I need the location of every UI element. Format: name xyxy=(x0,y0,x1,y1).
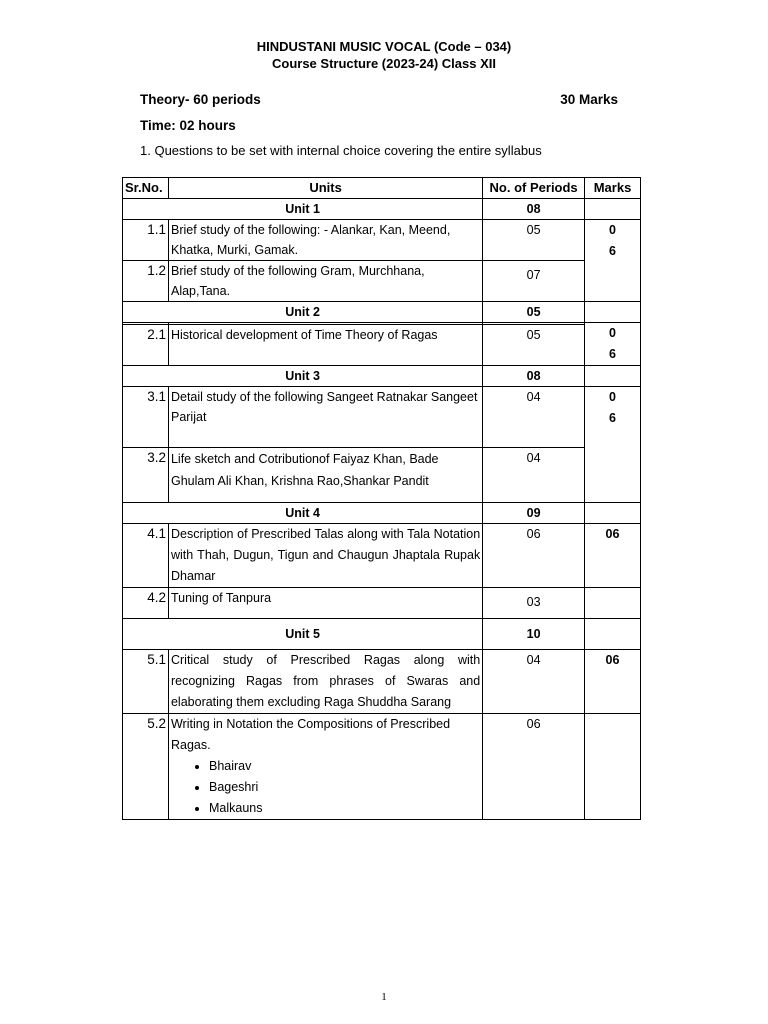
empty-cell xyxy=(585,366,641,387)
unit-row xyxy=(123,619,641,650)
unit-marks xyxy=(585,387,641,503)
marks-part: 6 xyxy=(609,347,616,361)
header-srno: Sr.No. xyxy=(123,178,169,199)
topic-periods: 04 xyxy=(483,387,585,448)
unit-label: Unit 4 xyxy=(123,503,483,524)
empty-cell xyxy=(585,588,641,619)
topic-periods: 05 xyxy=(483,324,585,365)
topic-periods: 06 xyxy=(483,524,585,588)
header-periods: No. of Periods xyxy=(483,178,585,199)
table-header-row xyxy=(123,178,641,199)
topic-description: Critical study of Prescribed Ragas along with recognizing Ragas from phrases of Swaras and elaborating them excluding Raga Shuddha Sarang xyxy=(168,650,482,714)
table-row xyxy=(123,650,641,714)
topic-periods: 06 xyxy=(483,714,585,820)
unit-label: Unit 2 xyxy=(123,302,483,323)
unit-row xyxy=(123,302,641,323)
topic-description: Detail study of the following Sangeet Ratnakar Sangeet Parijat xyxy=(168,387,482,448)
topic-periods: 03 xyxy=(483,588,585,619)
document-subtitle: Course Structure (2023-24) Class XII xyxy=(272,56,496,71)
exam-time: Time: 02 hours xyxy=(140,118,236,133)
header-units: Units xyxy=(168,178,482,199)
raga-list xyxy=(171,756,480,819)
table-row xyxy=(123,448,641,503)
unit-periods: 08 xyxy=(483,199,585,220)
sr-number: 1.1 xyxy=(123,220,169,261)
sr-number: 5.2 xyxy=(123,714,169,820)
unit-marks: 06 xyxy=(585,650,641,714)
sr-number: 2.1 xyxy=(123,324,169,365)
unit-periods: 05 xyxy=(483,302,585,323)
list-item: • Malkauns xyxy=(209,798,480,819)
topic-periods: 07 xyxy=(483,261,585,302)
unit-periods: 10 xyxy=(483,619,585,650)
empty-cell xyxy=(585,503,641,524)
table-row xyxy=(123,714,641,820)
unit-marks xyxy=(585,323,641,366)
document-title: HINDUSTANI MUSIC VOCAL (Code – 034) xyxy=(256,39,512,54)
table-row xyxy=(123,588,641,619)
sr-number: 3.1 xyxy=(123,387,169,448)
marks-part: 6 xyxy=(609,411,616,425)
table-row xyxy=(123,387,641,448)
table-row xyxy=(123,524,641,588)
marks-part: 6 xyxy=(609,244,616,258)
marks-part: 0 xyxy=(609,390,616,404)
list-item: • Bageshri xyxy=(209,777,480,798)
sr-number: 3.2 xyxy=(123,448,169,503)
unit-marks: 06 xyxy=(585,524,641,588)
unit-marks xyxy=(585,220,641,302)
list-item: • Bhairav xyxy=(209,756,480,777)
instruction-note: 1. Questions to be set with internal choice covering the entire syllabus xyxy=(140,143,542,158)
topic-periods: 05 xyxy=(483,220,585,261)
marks-part: 0 xyxy=(609,326,616,340)
topic-periods: 04 xyxy=(483,448,585,503)
unit-label: Unit 3 xyxy=(123,366,483,387)
topic-description: Historical development of Time Theory of Ragas xyxy=(168,324,482,365)
unit-label: Unit 5 xyxy=(123,619,483,650)
sr-number: 4.1 xyxy=(123,524,169,588)
table-row xyxy=(123,324,641,365)
topic-description: Description of Prescribed Talas along with Tala Notation with Thah, Dugun, Tigun and Chaugun Jhaptala Rupak Dhamar xyxy=(168,524,482,588)
topic-description: Life sketch and Cotributionof Faiyaz Khan, Bade Ghulam Ali Khan, Krishna Rao,Shankar Pandit xyxy=(168,448,482,503)
sr-number: 1.2 xyxy=(123,261,169,302)
empty-cell xyxy=(585,302,641,323)
unit-periods: 08 xyxy=(483,366,585,387)
topic-description: Brief study of the following: - Alankar, Kan, Meend, Khatka, Murki, Gamak. xyxy=(168,220,482,261)
topic-cell xyxy=(168,714,482,820)
topic-description: Brief study of the following Gram, Murchhana, Alap,Tana. xyxy=(168,261,482,302)
empty-cell xyxy=(585,714,641,820)
syllabus-table xyxy=(122,177,641,820)
empty-cell xyxy=(585,619,641,650)
unit-row xyxy=(123,366,641,387)
sr-number: 5.1 xyxy=(123,650,169,714)
table-row xyxy=(123,261,641,302)
marks-part: 0 xyxy=(609,223,616,237)
empty-cell xyxy=(585,199,641,220)
unit-periods: 09 xyxy=(483,503,585,524)
sr-number: 4.2 xyxy=(123,588,169,619)
topic-periods: 04 xyxy=(483,650,585,714)
total-marks: 30 Marks xyxy=(560,92,618,107)
unit-label: Unit 1 xyxy=(123,199,483,220)
page-number: 1 xyxy=(381,991,387,1003)
header-marks: Marks xyxy=(585,178,641,199)
unit-row xyxy=(123,503,641,524)
topic-description: Writing in Notation the Compositions of Prescribed Ragas. xyxy=(170,717,451,752)
unit-row xyxy=(123,199,641,220)
theory-periods: Theory- 60 periods xyxy=(140,92,261,107)
topic-description: Tuning of Tanpura xyxy=(168,588,482,619)
table-row xyxy=(123,220,641,261)
